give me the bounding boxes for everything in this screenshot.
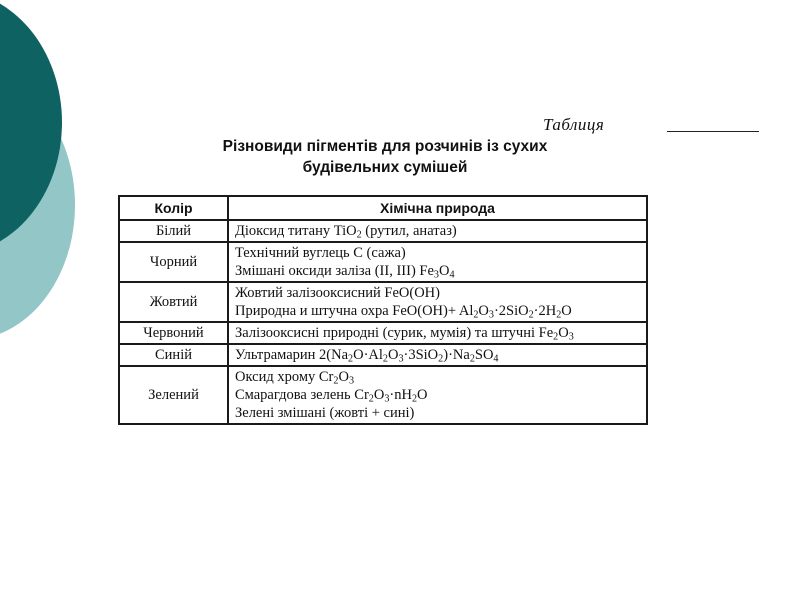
title-line-1: Різновиди пігментів для розчинів із сухих [222, 138, 548, 155]
header-color: Колір [119, 196, 228, 220]
chemical-nature-line: Залізооксисні природні (сурик, мумія) та штучні $Fe_2O_3$ [235, 325, 574, 343]
table-row [119, 220, 647, 242]
pigment-color-cell: Білий [119, 220, 228, 242]
table-row [119, 322, 647, 344]
pigment-color-cell: Червоний [119, 322, 228, 344]
table-row [119, 242, 647, 282]
table-label: Таблиця [543, 115, 605, 134]
pigments-table [118, 195, 648, 425]
title-line-2: будівельних сумішей [302, 159, 468, 176]
pigment-color-cell: Жовтий [119, 282, 228, 322]
chemical-nature-line: Ультрамарин $2(Na_2O\cdot Al_2O_3\cdot 3SiO_2)\cdot Na_2SO_4$ [235, 347, 499, 365]
chemical-nature-cell [228, 242, 647, 282]
chemical-nature-line: Смарагдова зелень $Cr_2O_3\cdot nH_2O$ [235, 387, 428, 405]
table-number-line [667, 131, 759, 132]
chemical-nature-line: Змішані оксиди заліза (II, III) $Fe_3O_4$ [235, 263, 455, 281]
table-header-row [119, 196, 647, 220]
chemical-nature-line: Діоксид титану TiO$_2$ (рутил, анатаз) [235, 223, 457, 241]
header-chemistry: Хімічна природа [228, 196, 647, 220]
table-title [150, 136, 620, 178]
table-body [119, 220, 647, 424]
chemical-nature-line: Технічний вуглець С (сажа) [235, 245, 406, 261]
pigment-color-cell: Чорний [119, 242, 228, 282]
chemical-nature-cell [228, 322, 647, 344]
chemical-nature-line: Оксид хрому $Cr_2O_3$ [235, 369, 354, 387]
pigment-color-cell: Синій [119, 344, 228, 366]
chemical-nature-cell [228, 282, 647, 322]
table-row [119, 282, 647, 322]
pigment-color-cell: Зелений [119, 366, 228, 424]
chemical-nature-cell [228, 344, 647, 366]
table-row [119, 344, 647, 366]
chemical-nature-line: Зелені змішані (жовті + сині) [235, 405, 415, 421]
chemical-nature-cell [228, 366, 647, 424]
chemical-nature-cell [228, 220, 647, 242]
chemical-nature-line: Жовтий залізооксисний FeO(OH) [235, 285, 440, 301]
table-row [119, 366, 647, 424]
chemical-nature-line: Природна и штучна охра $FeO(OH)+ Al_2O_3\cdot 2SiO_2\cdot 2H_2O$ [235, 303, 572, 321]
